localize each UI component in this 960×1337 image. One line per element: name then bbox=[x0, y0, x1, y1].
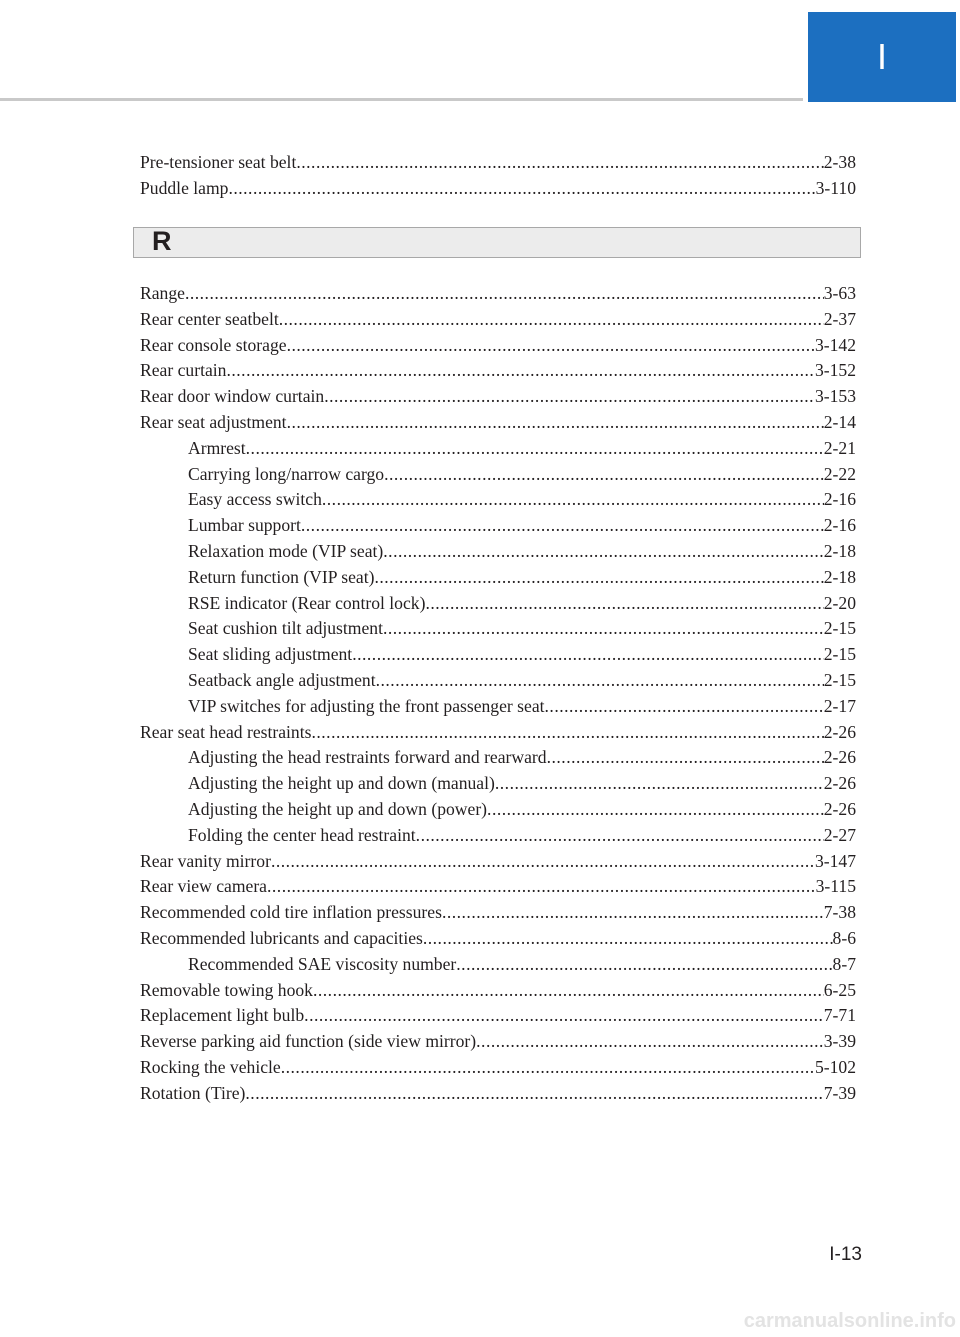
entry-page-ref: 2-16 bbox=[823, 515, 856, 536]
dot-leader bbox=[416, 823, 824, 849]
entry-label: Rear console storage bbox=[140, 334, 287, 355]
entry-label: Seat cushion tilt adjustment bbox=[188, 618, 383, 639]
index-subentry[interactable] bbox=[140, 591, 856, 617]
index-tab bbox=[808, 12, 956, 102]
entry-label: Rear seat adjustment bbox=[140, 411, 287, 432]
dot-leader bbox=[287, 410, 824, 436]
entry-page-ref: 3-142 bbox=[814, 334, 856, 355]
entry-page-ref: 2-38 bbox=[823, 152, 856, 172]
entry-label: Recommended lubricants and capacities bbox=[140, 927, 423, 948]
entry-label: Return function (VIP seat) bbox=[188, 566, 375, 587]
entry-page-ref: 2-27 bbox=[823, 824, 856, 845]
dot-leader bbox=[287, 333, 815, 359]
index-subentry[interactable] bbox=[140, 694, 856, 720]
entry-label: Range bbox=[140, 283, 185, 303]
entry-page-ref: 2-37 bbox=[823, 308, 856, 329]
entry-label: Pre-tensioner seat belt bbox=[140, 152, 297, 172]
entry-page-ref: 2-26 bbox=[823, 773, 856, 794]
entry-label: Folding the center head restraint bbox=[188, 824, 416, 845]
entry-label: Recommended cold tire inflation pressures bbox=[140, 902, 442, 923]
entry-page-ref: 8-7 bbox=[832, 953, 856, 974]
entry-label: Adjusting the head restraints forward and rearward bbox=[188, 747, 547, 768]
dot-leader bbox=[384, 462, 824, 488]
dot-leader bbox=[545, 694, 824, 720]
header-rule bbox=[0, 98, 803, 101]
index-subentry[interactable] bbox=[140, 952, 856, 978]
entry-label: Easy access switch bbox=[188, 489, 322, 510]
entry-label: VIP switches for adjusting the front passenger seat bbox=[188, 695, 545, 716]
entry-label: Lumbar support bbox=[188, 515, 301, 536]
index-entry[interactable] bbox=[140, 1081, 856, 1107]
entry-label: Rear seat head restraints bbox=[140, 721, 312, 742]
dot-leader bbox=[228, 176, 815, 202]
entry-page-ref: 2-15 bbox=[823, 669, 856, 690]
entry-label: Replacement light bulb bbox=[140, 1005, 305, 1026]
entry-label: Seat sliding adjustment bbox=[188, 644, 353, 665]
entry-page-ref: 2-18 bbox=[823, 566, 856, 587]
index-subentry[interactable] bbox=[140, 771, 856, 797]
entry-page-ref: 2-15 bbox=[823, 618, 856, 639]
index-subentry[interactable] bbox=[140, 823, 856, 849]
entry-page-ref: 2-26 bbox=[823, 798, 856, 819]
index-entry[interactable] bbox=[140, 307, 856, 333]
entry-page-ref: 6-25 bbox=[823, 979, 856, 1000]
dot-leader bbox=[311, 720, 823, 746]
index-list-top bbox=[140, 150, 856, 202]
entry-page-ref: 3-110 bbox=[815, 177, 856, 198]
entry-label: Puddle lamp bbox=[140, 177, 229, 198]
entry-label: Adjusting the height up and down (power) bbox=[188, 798, 488, 819]
dot-leader bbox=[226, 358, 814, 384]
entry-label: RSE indicator (Rear control lock) bbox=[188, 592, 426, 613]
index-subentry[interactable] bbox=[140, 436, 856, 462]
dot-leader bbox=[383, 616, 824, 642]
entry-page-ref: 3-147 bbox=[814, 850, 856, 871]
dot-leader bbox=[267, 874, 816, 900]
index-list-r bbox=[140, 281, 856, 1107]
entry-page-ref: 5-102 bbox=[814, 1056, 856, 1077]
entry-label: Rocking the vehicle bbox=[140, 1056, 281, 1077]
dot-leader bbox=[281, 1055, 815, 1081]
dot-leader bbox=[376, 668, 824, 694]
entry-label: Recommended SAE viscosity number bbox=[188, 953, 457, 974]
index-subentry[interactable] bbox=[140, 797, 856, 823]
entry-label: Seatback angle adjustment bbox=[188, 669, 376, 690]
entry-page-ref: 7-38 bbox=[823, 902, 856, 923]
entry-page-ref: 2-17 bbox=[823, 695, 856, 716]
index-entry[interactable] bbox=[140, 900, 856, 926]
entry-page-ref: 2-22 bbox=[823, 463, 856, 484]
index-subentry[interactable] bbox=[140, 565, 856, 591]
index-entry[interactable] bbox=[140, 926, 856, 952]
entry-label: Rotation (Tire) bbox=[140, 1082, 246, 1103]
dot-leader bbox=[271, 849, 815, 875]
entry-page-ref: 2-21 bbox=[823, 437, 856, 458]
entry-page-ref: 3-153 bbox=[814, 386, 856, 407]
index-subentry[interactable] bbox=[140, 668, 856, 694]
dot-leader bbox=[313, 978, 824, 1004]
entry-page-ref: 2-16 bbox=[823, 489, 856, 510]
index-subentry[interactable] bbox=[140, 487, 856, 513]
index-entry[interactable] bbox=[140, 150, 856, 176]
entry-label: Rear view camera bbox=[140, 876, 267, 897]
index-entry[interactable] bbox=[140, 281, 856, 307]
entry-page-ref: 2-15 bbox=[823, 644, 856, 665]
index-entry[interactable] bbox=[140, 176, 856, 202]
entry-page-ref: 3-39 bbox=[823, 1031, 856, 1052]
index-entry[interactable] bbox=[140, 384, 856, 410]
entry-label: Rear door window curtain bbox=[140, 386, 325, 407]
dot-leader bbox=[246, 436, 824, 462]
dot-leader bbox=[495, 771, 824, 797]
entry-label: Rear curtain bbox=[140, 360, 227, 381]
section-header-r bbox=[133, 227, 861, 258]
index-entry[interactable] bbox=[140, 874, 856, 900]
dot-leader bbox=[547, 745, 824, 771]
dot-leader bbox=[476, 1029, 824, 1055]
entry-page-ref: 2-26 bbox=[823, 721, 856, 742]
index-entry[interactable] bbox=[140, 978, 856, 1004]
index-entry[interactable] bbox=[140, 720, 856, 746]
index-entry[interactable] bbox=[140, 333, 856, 359]
entry-label: Carrying long/narrow cargo bbox=[188, 463, 385, 484]
dot-leader bbox=[301, 513, 824, 539]
entry-label: Reverse parking aid function (side view mirror) bbox=[140, 1031, 477, 1052]
dot-leader bbox=[423, 926, 833, 952]
index-subentry[interactable] bbox=[140, 745, 856, 771]
entry-label: Rear vanity mirror bbox=[140, 850, 271, 871]
entry-page-ref: 7-39 bbox=[823, 1082, 856, 1103]
dot-leader bbox=[296, 150, 823, 176]
entry-label: Armrest bbox=[188, 437, 246, 458]
dot-leader bbox=[324, 384, 815, 410]
watermark: carmanualsonline.info bbox=[743, 1310, 956, 1332]
index-subentry[interactable] bbox=[140, 513, 856, 539]
dot-leader bbox=[442, 900, 824, 926]
dot-leader bbox=[374, 565, 823, 591]
dot-leader bbox=[425, 591, 823, 617]
entry-page-ref: 2-20 bbox=[823, 592, 856, 613]
dot-leader bbox=[322, 487, 824, 513]
entry-label: Removable towing hook bbox=[140, 979, 313, 1000]
entry-page-ref: 3-152 bbox=[814, 360, 856, 381]
entry-label: Rear center seatbelt bbox=[140, 308, 279, 329]
index-subentry[interactable] bbox=[140, 462, 856, 488]
index-entry[interactable] bbox=[140, 849, 856, 875]
dot-leader bbox=[487, 797, 824, 823]
section-letter: R bbox=[152, 226, 172, 256]
entry-label: Relaxation mode (VIP seat) bbox=[188, 540, 384, 561]
dot-leader bbox=[185, 281, 824, 307]
entry-page-ref: 3-63 bbox=[823, 283, 856, 303]
entry-page-ref: 8-6 bbox=[832, 927, 856, 948]
dot-leader bbox=[383, 539, 823, 565]
index-subentry[interactable] bbox=[140, 616, 856, 642]
dot-leader bbox=[352, 642, 824, 668]
index-tab-label: I bbox=[876, 36, 887, 77]
dot-leader bbox=[245, 1081, 823, 1107]
index-entry[interactable] bbox=[140, 1003, 856, 1029]
entry-page-ref: 2-26 bbox=[823, 747, 856, 768]
dot-leader bbox=[304, 1003, 824, 1029]
entry-page-ref: 2-14 bbox=[823, 411, 856, 432]
index-entry[interactable] bbox=[140, 410, 856, 436]
index-entry[interactable] bbox=[140, 358, 856, 384]
dot-leader bbox=[279, 307, 824, 333]
index-entry[interactable] bbox=[140, 1055, 856, 1081]
entry-label: Adjusting the height up and down (manual) bbox=[188, 773, 495, 794]
dot-leader bbox=[456, 952, 832, 978]
index-subentry[interactable] bbox=[140, 642, 856, 668]
entry-page-ref: 2-18 bbox=[823, 540, 856, 561]
entry-page-ref: 3-115 bbox=[815, 876, 856, 897]
index-subentry[interactable] bbox=[140, 539, 856, 565]
page-number: I-13 bbox=[829, 1244, 862, 1265]
index-entry[interactable] bbox=[140, 1029, 856, 1055]
entry-page-ref: 7-71 bbox=[823, 1005, 856, 1026]
